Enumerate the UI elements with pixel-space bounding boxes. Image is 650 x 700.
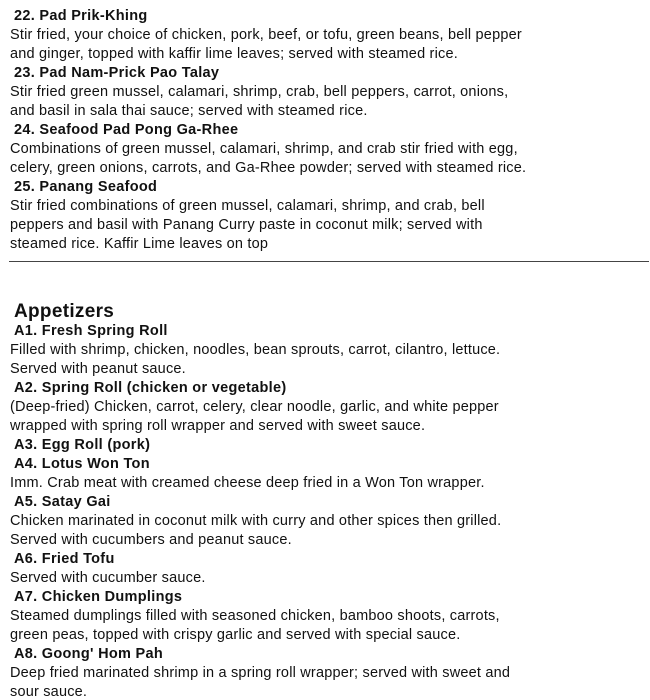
item-description-line: celery, green onions, carrots, and Ga-Rhee powder; served with steamed rice. [10,160,527,176]
item-description-line: Imm. Crab meat with creamed cheese deep fried in a Won Ton wrapper. [10,475,485,491]
item-description-line: Combinations of green mussel, calamari, shrimp, and crab stir fried with egg, [10,141,518,157]
item-description-line: green peas, topped with crispy garlic and served with special sauce. [10,627,461,643]
item-title: A3. Egg Roll (pork) [14,437,151,453]
item-title: A8. Goong' Hom Pah [14,646,164,662]
item-description-line: Served with peanut sauce. [10,361,186,377]
section-divider [9,261,649,262]
item-title: A5. Satay Gai [14,494,111,510]
item-title: 22. Pad Prik-Khing [14,8,148,24]
item-title: 24. Seafood Pad Pong Ga-Rhee [14,122,239,138]
item-title: A6. Fried Tofu [14,551,115,567]
item-title: A7. Chicken Dumplings [14,589,183,605]
item-title: A1. Fresh Spring Roll [14,323,168,339]
appetizers-heading: Appetizers [14,301,115,322]
item-description-line: wrapped with spring roll wrapper and served with sweet sauce. [10,418,426,434]
item-description-line: Steamed dumplings filled with seasoned chicken, bamboo shoots, carrots, [10,608,500,624]
item-title: A2. Spring Roll (chicken or vegetable) [14,380,287,396]
item-description-line: Stir fried combinations of green mussel, calamari, shrimp, and crab, bell [10,198,485,214]
item-title: 23. Pad Nam-Prick Pao Talay [14,65,220,81]
item-description-line: Filled with shrimp, chicken, noodles, bean sprouts, carrot, cilantro, lettuce. [10,342,501,358]
item-description-line: Chicken marinated in coconut milk with curry and other spices then grilled. [10,513,502,529]
item-description-line: steamed rice. Kaffir Lime leaves on top [10,236,269,252]
item-description-line: (Deep-fried) Chicken, carrot, celery, clear noodle, garlic, and white pepper [10,399,499,415]
item-description-line: peppers and basil with Panang Curry paste in coconut milk; served with [10,217,483,233]
item-title: 25. Panang Seafood [14,179,158,195]
item-description-line: Served with cucumber sauce. [10,570,206,586]
item-description-line: and ginger, topped with kaffir lime leaves; served with steamed rice. [10,46,458,62]
item-description-line: sour sauce. [10,684,88,700]
item-description-line: and basil in sala thai sauce; served with steamed rice. [10,103,368,119]
item-description-line: Served with cucumbers and peanut sauce. [10,532,292,548]
item-description-line: Stir fried green mussel, calamari, shrimp, crab, bell peppers, carrot, onions, [10,84,509,100]
item-description-line: Stir fried, your choice of chicken, pork, beef, or tofu, green beans, bell pepper [10,27,522,43]
item-title: A4. Lotus Won Ton [14,456,150,472]
item-description-line: Deep fried marinated shrimp in a spring roll wrapper; served with sweet and [10,665,511,681]
